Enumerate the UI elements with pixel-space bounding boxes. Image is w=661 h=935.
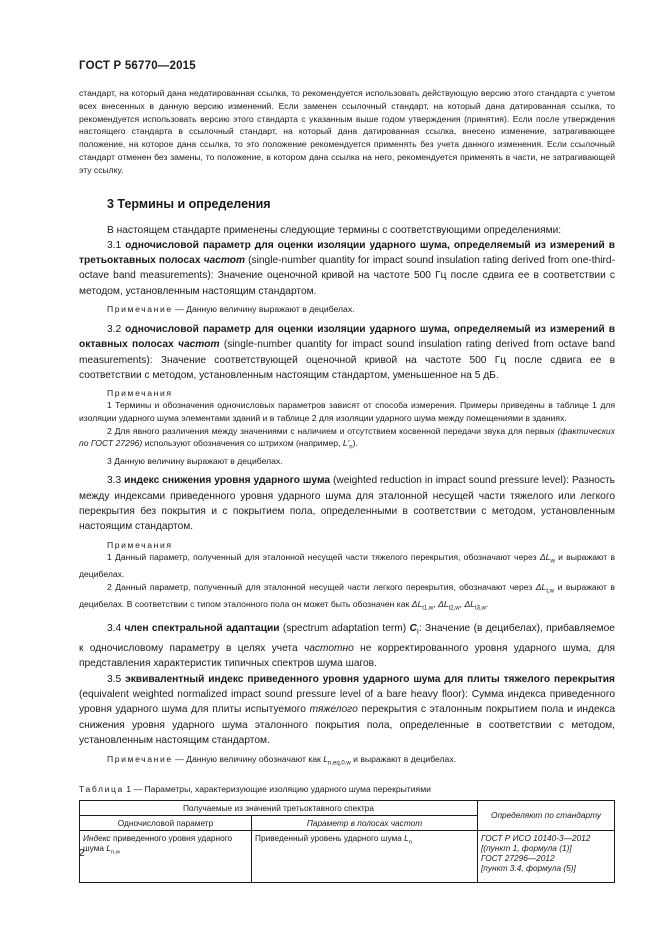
standard-ref: [(пункт 1, формула (1)] [481,842,572,853]
standard-ref: [пункт 3.4, формула (5)] [481,862,576,873]
note-3-2-2 [79,425,615,455]
table-col3-header: Определяют по стандарту [478,800,615,830]
symbol: ΔL [438,598,449,609]
term-title-italic: частот [178,339,220,351]
note-text: 2 Данный параметр, полученный для эталонной несущей части легкого перекрытия, обозначают через [107,581,533,592]
term-3-4 [79,621,615,671]
term-definition: Сумма индекса приведенного уровня ударного шума для плиты испытуемого [79,688,615,716]
note-3-5 [79,753,615,770]
symbol: L' [342,438,350,449]
note-3-1 [79,303,615,316]
symbol: ΔL [464,598,475,609]
table-group-header: Получаемые из значений третьоктавного спектра [80,800,478,815]
note-3-2-3: 3 Данную величину выражают в децибелах. [107,455,283,466]
note-3-3-2: 2 Данный параметр, полученный для эталонной несущей части легкого перекрытия, обозначают через $\Delta L_{t,w}$ и выражают в децибелах. В соответствии с типом эталонного пола он может быть обозначен как $\Delta L_{t1,w}$, $\Delta L_{t2,w}$, $\Delta L_{t3,w}$. [79,581,615,612]
term-title: одночисловой параметр для оценки изоляции ударного шума, определяемый из измерений в третьоктавных полосах [79,239,615,266]
note-text: и выражают в децибелах. В соответствии с типом эталонного пола он может быть обозначен как [79,581,615,609]
table-col1-header: Одночисловой параметр [80,815,252,830]
term-definition: Значение оценочной кривой на частоте 500 Гц после сдвига ее в соответствии с методом, установленным настоящим стандартом. [79,270,615,297]
term-title-italic: частот [203,254,246,266]
term-definition: : Значение (в децибелах), прибавляемое к одночисловому параметру в целях учета [79,623,615,654]
symbol-sub: t1,w [422,605,434,612]
note-text: 1 Данный параметр, полученный для эталонной несущей части тяжелого перекрытия, обозначают через [107,551,537,562]
term-title: член спектральной адаптации [124,623,280,635]
term-3-3 [79,473,615,535]
note-text: 2 Для явного различения между значениями с наличием и отсутствием косвенной передачи звука для первых [107,425,555,436]
note-text: Данную величину обозначают как [186,753,321,764]
note-text: и выражают в децибелах. [353,753,457,764]
notes-label: Примечания [107,539,173,550]
term-definition: перекрытия с эталонным покрытием пола и индекса снижения уровня ударного шума эталонного покрытия пола, определенные в соответствии с методом, установленным настоящим стандартом. [79,704,615,747]
cell-text: приведенного уровня ударного шума [83,832,233,853]
section-lead: В настоящем стандарте применены следующие термины с соответствующими определениями: [107,224,562,236]
term-number: 3.4 [107,623,122,635]
term-3-1 [79,238,615,300]
note-text: . [486,598,489,609]
symbol-sub: w [550,558,555,565]
standard-ref: ГОСТ 27296—2012 [481,852,555,863]
term-english: (equivalent weighted normalized impact sound pressure level of a bare heavy floor): [79,688,468,700]
symbol: L [404,832,409,843]
symbol-sub: t3,w [474,605,487,612]
table-caption-text: 1 — Параметры, характеризующие изоляцию ударного шума перекрытиями [126,783,431,794]
table-row [80,830,615,882]
term-title: индекс снижения уровня ударного шума [124,475,331,487]
note-dash: — [175,304,184,315]
intro-paragraph: стандарт, на который дана недатированная ссылка, то рекомендуется использовать действующую версию этого стандарта с учетом всех внесенных в данную версию изменений. Если заменен ссылочный стандарт, на который дана датированная ссылка, то рекомендуется использовать версию этого стандарта с указанным выше годом утверждения (принятия). Если после утверждения настоящего стандарта в ссылочный стандарт, на который дана датированная ссылка, внесено изменение, затрагивающее положение, на которое дана ссылка, то это положение рекомендуется применять без учета данного изменения. Если ссылочный стандарт отменен без замены, то положение, в котором дана ссылка на него, рекомендуется применять в части, не затрагивающей эту ссылку. [79,88,615,175]
standard-ref: ГОСТ Р ИСО 10140-3—2012 [481,832,591,843]
term-english: (single-number quantity for impact sound insulation rating derived from one-third-octave band measurements): [79,254,615,282]
term-number: 3.1 [107,239,122,251]
term-english: (weighted reduction in impact sound pressure level): [332,475,570,487]
document-id-header: ГОСТ Р 56770—2015 [79,60,196,72]
term-3-2 [79,322,615,384]
term-definition-italic: частотно [303,642,354,654]
page-number: 2 [79,848,85,859]
table-cell-standard [478,830,615,882]
symbol: ΔL [539,551,551,562]
symbol-sub: I [416,628,419,637]
table-col2-header: Параметр в полосах частот [252,815,478,830]
symbol: ΔL [411,598,423,609]
term-english: (spectrum adaptation term) [282,623,407,635]
symbol-sub: n [349,444,353,451]
symbol: ΔL [535,581,547,592]
table-cell-parameter [80,830,252,882]
symbol: L [323,753,328,764]
section-title: 3 Термины и определения [107,196,271,211]
term-definition-italic: тяжелого [309,704,358,716]
table-caption [79,784,615,794]
note-dash: — [175,753,184,764]
symbol: L [106,842,111,853]
main-content [79,87,615,883]
cell-italic: Индекс [83,832,111,843]
term-number: 3.5 [107,673,122,685]
note-3-2-1: 1 Термины и обозначения одночисловых параметров зависят от способа измерения. Примеры приведены в таблице 1 для изоляции ударного шума элементами зданий и в таблице 2 для изоляции ударного шума между помещениями в зданиях. [79,400,615,424]
table-cell-band-parameter [252,830,478,882]
note-label: Примечание [107,304,173,315]
term-title: одночисловой параметр для оценки изоляции ударного шума, определяемый из измерений в октавных полосах [79,323,615,351]
term-title: эквивалентный индекс приведенного уровня ударного шума для плиты тяжелого перекрытия [125,673,615,685]
term-definition: Разность между индексами приведенного уровня ударного шума для эталонной несущей части тяжелого или легкого перекрытия без покрытия и с покрытием пола, определенными в соответствии с методом, установленным настоящим стандартом. [79,475,615,533]
parameters-table [79,800,615,883]
term-number: 3.3 [107,475,122,487]
symbol: C [409,623,417,635]
table-caption-label: Таблица [79,783,124,794]
term-number: 3.2 [107,323,122,335]
symbol-sub: t,w [546,588,555,595]
term-3-5 [79,672,615,749]
note-text: и выражают в децибелах. [79,551,616,580]
term-definition: Значение соответствующей оценочной кривой на частоте 500 Гц после сдвига ее в соответствии с методом, установленным настоящим стандартом, уменьшенное на 5 дБ. [79,354,616,382]
cell-text: Приведенный уровень ударного шума [255,832,402,843]
note-label: Примечание [107,753,173,764]
note-text: ). [352,438,358,449]
term-english: (single-number quantity for impact sound insulation rating derived from octave band measurements): [79,339,615,366]
note-text: Данную величину выражают в децибелах. [186,304,355,315]
symbol-sub: n [408,839,413,846]
notes-label: Примечания [107,388,173,399]
symbol-sub: t2,w [448,605,460,612]
table-header-row [80,800,615,815]
symbol-sub: n,w [110,849,120,856]
term-definition: не корректированного уровня ударного шума, для представления характеристик типичных спектров шума шагов. [79,642,615,670]
symbol-sub: n,eq,0,w [328,760,351,767]
note-text: используют обозначения со штрихом (например, [144,438,341,449]
note-3-3-1 [79,551,615,581]
note-italic-ref: (фактических по ГОСТ 27296) [79,425,615,449]
